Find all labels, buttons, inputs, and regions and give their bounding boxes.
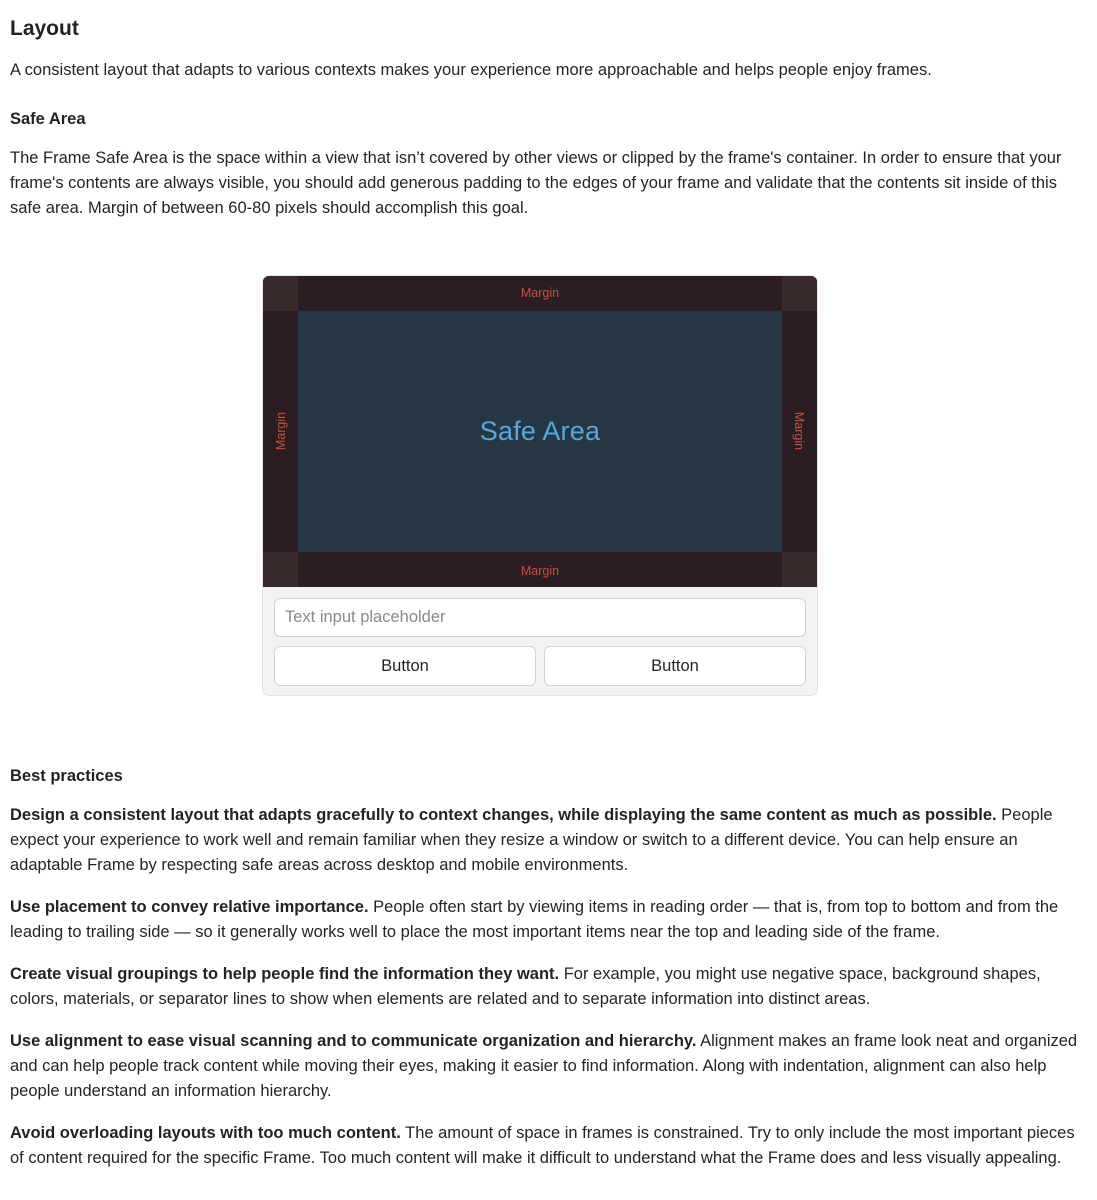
safe-area-diagram [262, 275, 818, 696]
best-practice-lead: Design a consistent layout that adapts gracefully to context changes, while displaying the same content as much as possible. [10, 806, 997, 824]
best-practice-lead: Use placement to convey relative importance. [10, 898, 369, 916]
best-practice-text: Alignment makes an frame look neat and organized and can help people track content while moving their eyes, making it easier to find information. Along with indentation, alignment can also help people understand an information hierarchy. [10, 1032, 1078, 1100]
best-practice-text: For example, you might use negative space, background shapes, colors, materials, or separator lines to show when elements are related and to separate information into distinct areas. [10, 965, 1041, 1008]
margin-left-label: Margin [274, 411, 288, 451]
best-practice-text: People expect your experience to work well and remain familiar when they resize a window or switch to a different device. You can help ensure an adaptable Frame by respecting safe areas across desktop and mobile environments. [10, 806, 1053, 874]
best-practice-lead: Create visual groupings to help people find the information they want. [10, 965, 560, 983]
text-input[interactable] [274, 598, 806, 637]
safe-area-body: The Frame Safe Area is the space within a view that isn’t covered by other views or clipped by the frame's container. In order to ensure that your frame's contents are always visible, you should add generous padding to the edges of your frame and validate that the contents sit inside of this safe area. Margin of between 60-80 pixels should accomplish this goal. [10, 149, 1062, 217]
margin-right-label: Margin [792, 411, 806, 451]
margin-top-label: Margin [520, 286, 560, 300]
best-practices-heading: Best practices [10, 767, 123, 785]
safe-area-label: Safe Area [479, 416, 601, 446]
best-practice-item [10, 1029, 1082, 1104]
margin-bottom-label: Margin [520, 564, 560, 578]
button-left[interactable]: Button [274, 646, 536, 686]
best-practice-text: The amount of space in frames is constrained. Try to only include the most important pieces of content required for the specific Frame. Too much content will make it difficult to understand what the Frame does and less visually appealing. [10, 1124, 1075, 1167]
layout-heading: Layout [10, 17, 79, 40]
safe-area-heading: Safe Area [10, 110, 86, 128]
safe-area-region [298, 311, 782, 552]
best-practice-lead: Avoid overloading layouts with too much content. [10, 1124, 401, 1142]
best-practice-item [10, 1121, 1082, 1171]
best-practice-item [10, 962, 1082, 1012]
layout-intro: A consistent layout that adapts to various contexts makes your experience more approachable and helps people enjoy frames. [10, 61, 932, 79]
best-practice-lead: Use alignment to ease visual scanning and to communicate organization and hierarchy. [10, 1032, 697, 1050]
frame-preview [263, 276, 817, 587]
best-practice-text: People often start by viewing items in reading order — that is, from top to bottom and from the leading to trailing side — so it generally works well to place the most important items near the top and leading side of the frame. [10, 898, 1059, 941]
button-right[interactable]: Button [544, 646, 806, 686]
best-practice-item [10, 895, 1082, 945]
best-practice-item [10, 803, 1082, 878]
